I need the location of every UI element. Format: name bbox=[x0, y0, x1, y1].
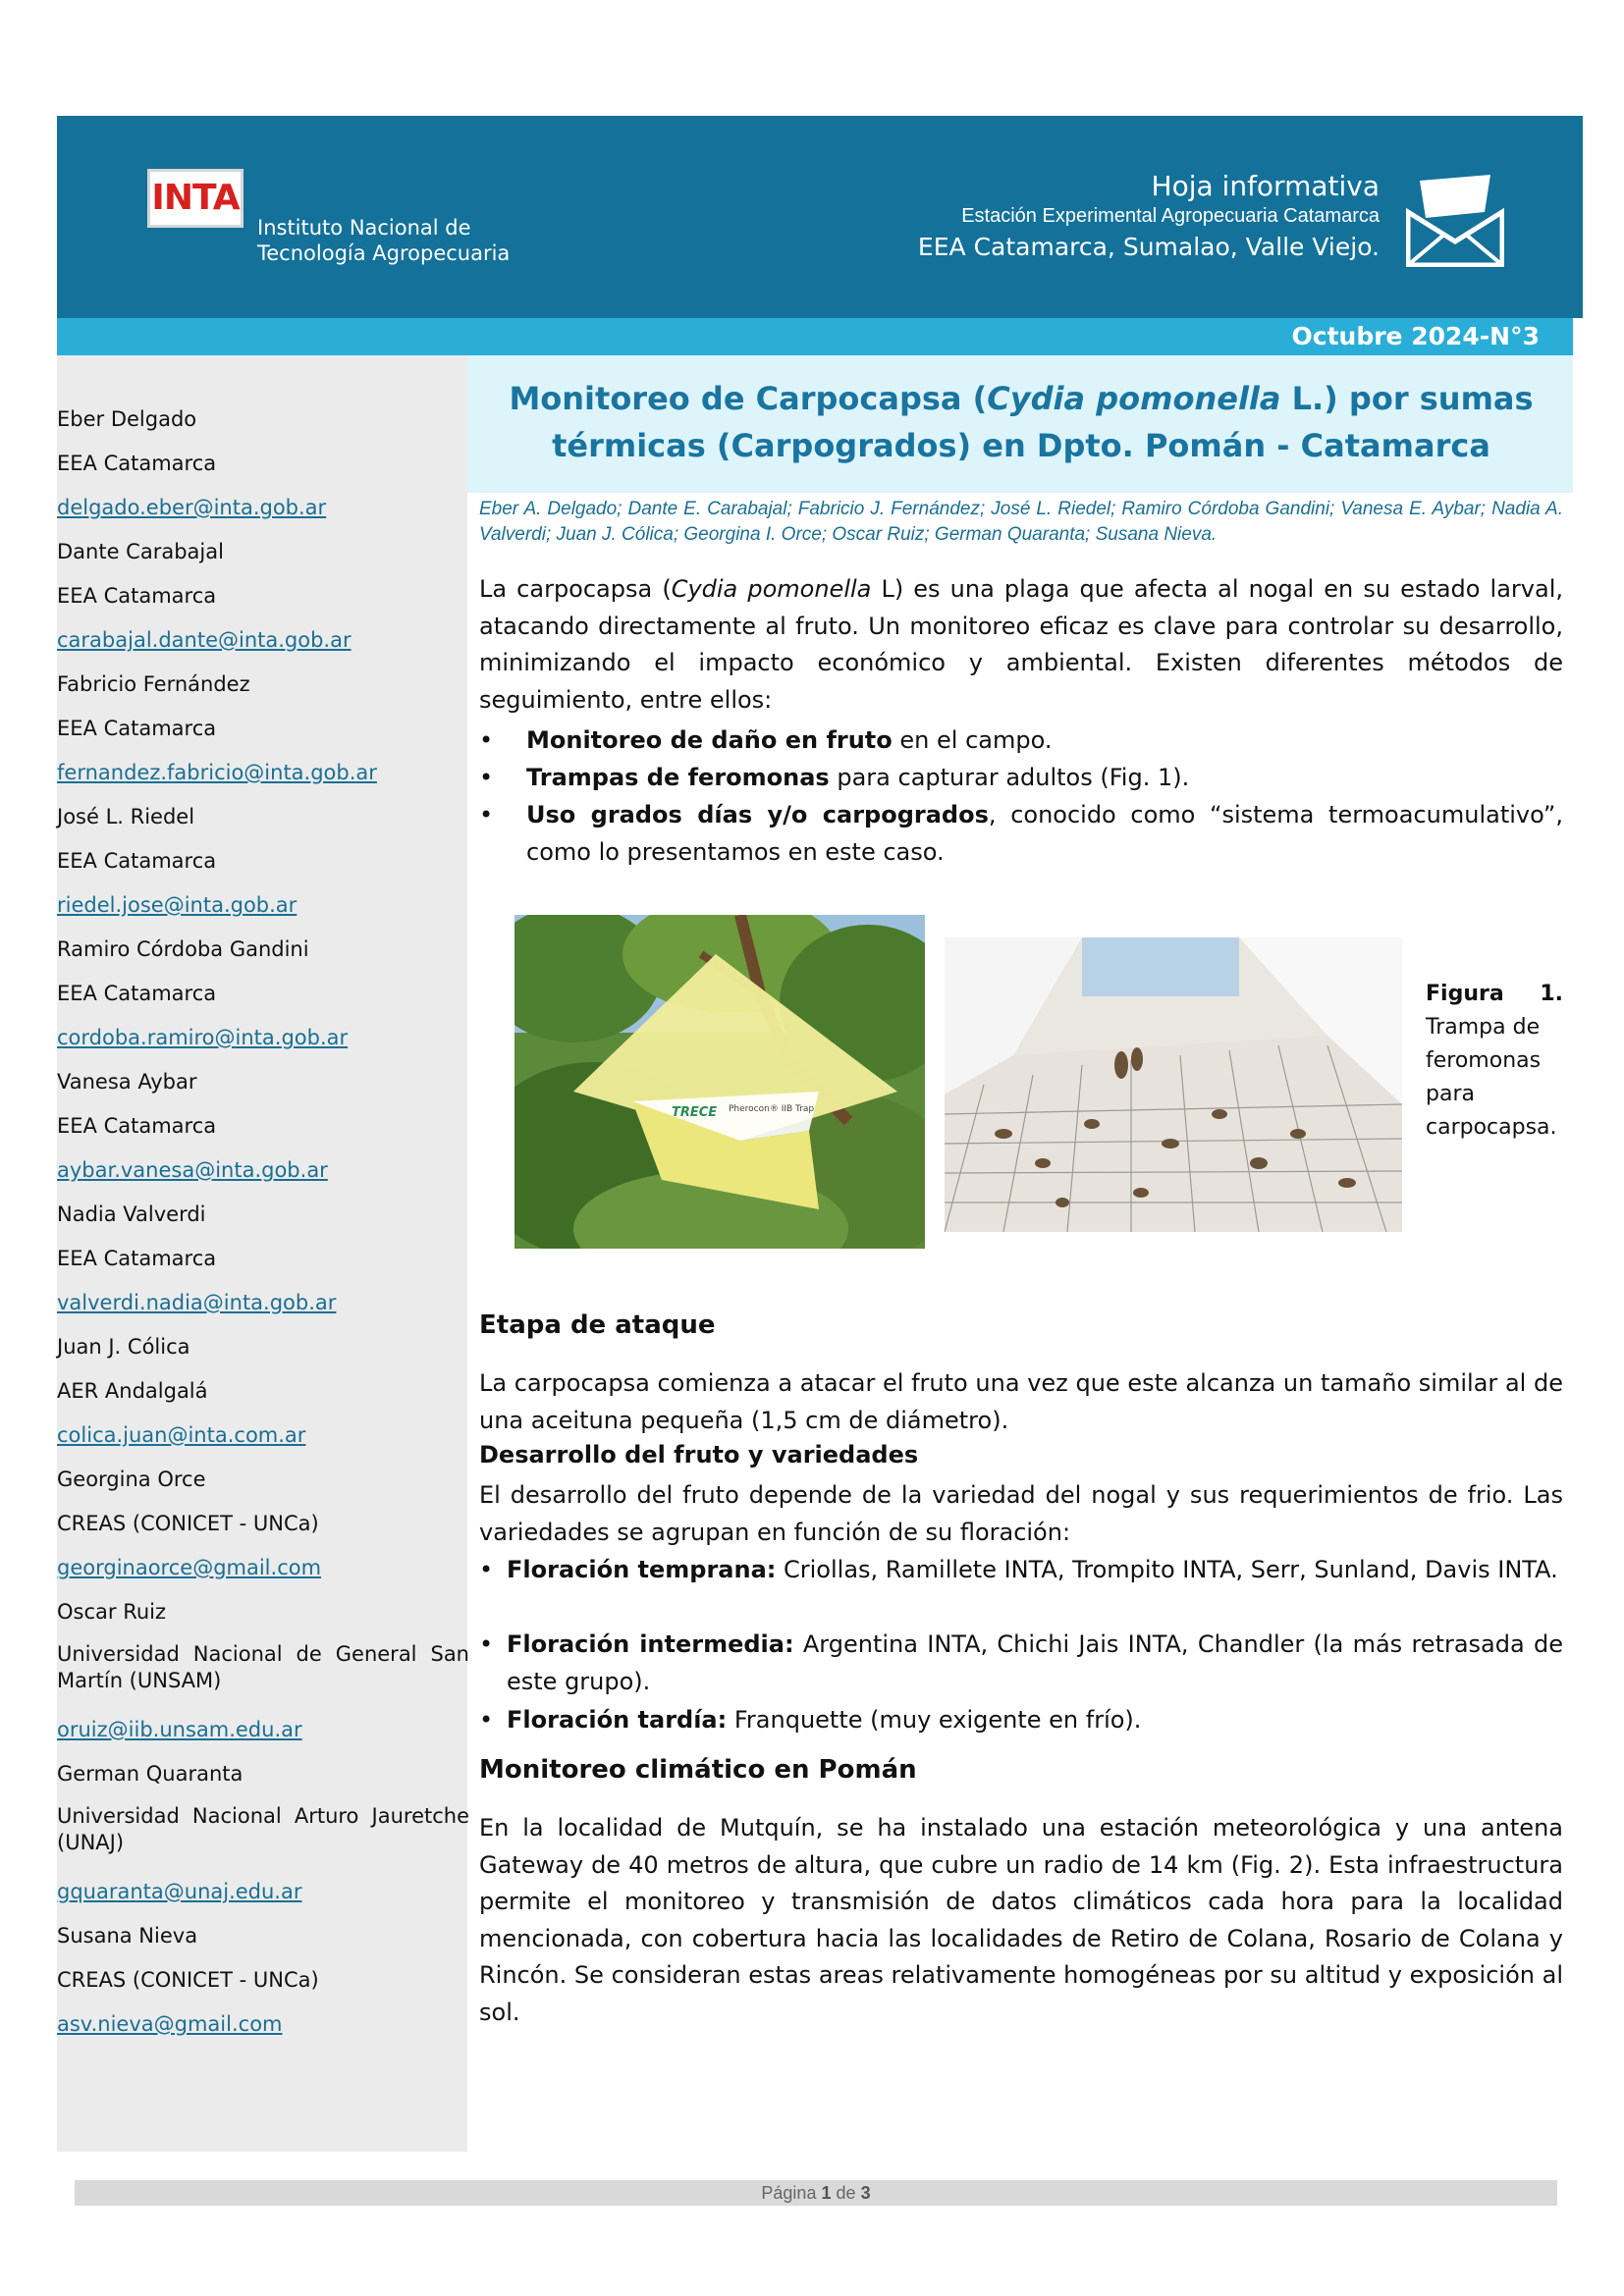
author-affiliation: AER Andalgalá bbox=[57, 1379, 208, 1403]
author-affiliation: EEA Catamarca bbox=[57, 1247, 217, 1270]
author-name: Susana Nieva bbox=[57, 1924, 198, 1948]
trap-photo-tree bbox=[514, 915, 925, 1249]
author-email-link[interactable]: delgado.eber@inta.gob.ar bbox=[57, 496, 327, 519]
author-email-row bbox=[57, 2009, 469, 2054]
bullet-icon: • bbox=[479, 1556, 494, 1583]
variety-rest: Argentina INTA, Chichi Jais INTA, Chandler (la más retrasada de este grupo). bbox=[507, 1630, 1563, 1695]
author-email-link[interactable]: carabajal.dante@inta.gob.ar bbox=[57, 628, 352, 652]
author-name: German Quaranta bbox=[57, 1762, 244, 1786]
inta-logo-text: INTA bbox=[151, 178, 240, 218]
method-item bbox=[479, 797, 1563, 871]
author-name: Oscar Ruiz bbox=[57, 1600, 167, 1624]
author-email-link[interactable]: colica.juan@inta.com.ar bbox=[57, 1423, 306, 1447]
intro-paragraph bbox=[479, 571, 1563, 719]
author-email-link[interactable]: cordoba.ramiro@inta.gob.ar bbox=[57, 1026, 349, 1049]
section-heading: Etapa de ataque bbox=[479, 1310, 716, 1340]
bullet-icon: • bbox=[479, 726, 494, 754]
author-name: Dante Carabajal bbox=[57, 540, 224, 563]
page-number bbox=[75, 2180, 1557, 2206]
trap-brand-label: TRECE bbox=[672, 1105, 718, 1120]
institution-line-1: Instituto Nacional de bbox=[257, 216, 471, 240]
section-paragraph: La carpocapsa comienza a atacar el fruto una vez que este alcanza un tamaño similar al de una aceituna pequeña (1,5 cm de diámetro). bbox=[479, 1369, 1563, 1434]
author-affiliation: EEA Catamarca bbox=[57, 717, 217, 740]
hoja-subtitle: Estación Experimental Agropecuaria Catamarca bbox=[961, 205, 1380, 227]
bullet-icon: • bbox=[479, 801, 494, 828]
author-email-row bbox=[57, 758, 469, 802]
author-name: Juan J. Cólica bbox=[57, 1335, 190, 1359]
author-affiliation: EEA Catamarca bbox=[57, 584, 217, 608]
author-email-row bbox=[57, 890, 469, 934]
title-part-1: Monitoreo de Carpocapsa ( bbox=[509, 380, 988, 417]
method-rest: , conocido como “sistema termoacumulativo”, como lo presentamos en este caso. bbox=[526, 801, 1563, 866]
variety-item bbox=[479, 1702, 1563, 1739]
section-subheading: Desarrollo del fruto y variedades bbox=[479, 1441, 919, 1468]
title-species: Cydia pomonella bbox=[987, 380, 1281, 417]
variety-item bbox=[479, 1627, 1563, 1700]
method-bold: Trampas de feromonas bbox=[526, 764, 830, 791]
method-rest: en el campo. bbox=[892, 726, 1053, 754]
author-name: Ramiro Córdoba Gandini bbox=[57, 937, 309, 961]
bullet-icon: • bbox=[479, 764, 494, 791]
trap-photo-interior bbox=[945, 937, 1402, 1232]
variety-rest: Criollas, Ramillete INTA, Trompito INTA, Serr, Sunland, Davis INTA. bbox=[776, 1556, 1558, 1583]
author-name: José L. Riedel bbox=[57, 805, 195, 828]
author-email-link[interactable]: fernandez.fabricio@inta.gob.ar bbox=[57, 761, 377, 784]
author-list bbox=[57, 404, 469, 2054]
variety-rest: Franquette (muy exigente en frío). bbox=[727, 1706, 1142, 1734]
author-email-row bbox=[57, 1553, 469, 1597]
issue-date: Octubre 2024-N°3 bbox=[1291, 322, 1540, 350]
envelope-icon bbox=[1406, 173, 1504, 267]
author-email-link[interactable]: valverdi.nadia@inta.gob.ar bbox=[57, 1291, 337, 1314]
intro-species: Cydia pomonella bbox=[671, 575, 872, 603]
method-bold: Uso grados días y/o carpogrados bbox=[526, 801, 989, 828]
method-rest: para capturar adultos (Fig. 1). bbox=[829, 764, 1190, 791]
author-email-link[interactable]: riedel.jose@inta.gob.ar bbox=[57, 893, 298, 917]
author-email-row bbox=[57, 1023, 469, 1067]
institution-line-2: Tecnología Agropecuaria bbox=[257, 241, 511, 265]
author-email-link[interactable]: gquaranta@unaj.edu.ar bbox=[57, 1880, 302, 1903]
page-of-word: de bbox=[836, 2183, 856, 2203]
figure-caption-text: Trampa de feromonas para carpocapsa. bbox=[1426, 1015, 1557, 1140]
author-email-row bbox=[57, 1715, 469, 1759]
section-paragraph: En la localidad de Mutquín, se ha instalado una estación meteorológica y una antena Gateway de 40 metros de altura, que cubre un radio de 14 km (Fig. 2). Esta infraestructura permite el monitoreo y transmisión de datos climáticos cada hora para la localidad mencionada, con cobertura hacia las localidades de Retiro de Colana, Rosario de Colana y Rincón. Se consideran estas areas relativamente homogéneas por su altitud y exposición al sol. bbox=[479, 1814, 1563, 2026]
bullet-icon: • bbox=[479, 1630, 494, 1658]
author-email-link[interactable]: oruiz@iib.unsam.edu.ar bbox=[57, 1718, 302, 1741]
author-name: Nadia Valverdi bbox=[57, 1202, 206, 1226]
method-item bbox=[479, 760, 1563, 797]
author-email-row bbox=[57, 625, 469, 669]
page-word: Página bbox=[761, 2183, 817, 2203]
hoja-title: Hoja informativa bbox=[1151, 170, 1380, 202]
author-affiliation: EEA Catamarca bbox=[57, 849, 217, 873]
author-name: Georgina Orce bbox=[57, 1468, 206, 1491]
author-affiliation: EEA Catamarca bbox=[57, 1114, 217, 1138]
title-part-2: L.) por sumas térmicas (Carpogrados) en Dpto. Pomán - Catamarca bbox=[552, 380, 1534, 464]
page-current: 1 bbox=[821, 2183, 832, 2203]
variety-item bbox=[479, 1552, 1563, 1589]
author-email-link[interactable]: asv.nieva@gmail.com bbox=[57, 2012, 283, 2036]
variety-bold: Floración intermedia: bbox=[507, 1630, 794, 1658]
author-email-row bbox=[57, 1155, 469, 1200]
section-paragraph: El desarrollo del fruto depende de la variedad del nogal y sus requerimientos de frio. Las variedades se agrupan en función de su floración: bbox=[479, 1481, 1563, 1546]
author-affiliation: Universidad Nacional Arturo Jauretche (UNAJ) bbox=[57, 1804, 469, 1854]
author-affiliation: CREAS (CONICET - UNCa) bbox=[57, 1512, 319, 1535]
author-email-row bbox=[57, 1877, 469, 1921]
author-byline: Eber A. Delgado; Dante E. Carabajal; Fabricio J. Fernández; José L. Riedel; Ramiro Córdoba Gandini; Vanesa E. Aybar; Nadia A. Valverdi; Juan J. Cólica; Georgina I. Orce; Oscar Ruiz; German Quaranta; Susana Nieva. bbox=[479, 499, 1563, 545]
author-name: Eber Delgado bbox=[57, 407, 197, 431]
author-affiliation: Universidad Nacional de General San Martín (UNSAM) bbox=[57, 1642, 469, 1692]
author-email-link[interactable]: georginaorce@gmail.com bbox=[57, 1556, 322, 1579]
author-affiliation: EEA Catamarca bbox=[57, 452, 217, 475]
variety-bold: Floración temprana: bbox=[507, 1556, 777, 1583]
section-heading: Monitoreo climático en Pomán bbox=[479, 1755, 917, 1785]
inta-logo bbox=[147, 169, 244, 228]
author-email-link[interactable]: aybar.vanesa@inta.gob.ar bbox=[57, 1158, 328, 1182]
trap-model-label: Pherocon® IIB Trap bbox=[729, 1104, 815, 1114]
author-email-row bbox=[57, 1420, 469, 1465]
figure-caption bbox=[1426, 978, 1563, 1145]
variety-bold: Floración tardía: bbox=[507, 1706, 728, 1734]
author-email-row bbox=[57, 1288, 469, 1332]
article-title bbox=[491, 375, 1551, 469]
method-item bbox=[479, 722, 1563, 760]
bullet-icon: • bbox=[479, 1706, 494, 1734]
intro-part-b: L) es una plaga que afecta al nogal en su estado larval, atacando directamente al fruto. Un monitoreo eficaz es clave para controlar su desarrollo, minimizando el impacto económico y ambiental. Existen diferentes métodos de seguimiento, entre ellos: bbox=[479, 575, 1564, 714]
intro-part-a: La carpocapsa ( bbox=[479, 575, 672, 603]
hoja-location: EEA Catamarca, Sumalao, Valle Viejo. bbox=[917, 233, 1380, 261]
method-bold: Monitoreo de daño en fruto bbox=[526, 726, 893, 754]
author-email-row bbox=[57, 493, 469, 537]
author-affiliation: EEA Catamarca bbox=[57, 982, 217, 1005]
figure-label: Figura 1. bbox=[1426, 982, 1563, 1006]
author-name: Fabricio Fernández bbox=[57, 672, 250, 696]
author-name: Vanesa Aybar bbox=[57, 1070, 197, 1094]
page-total: 3 bbox=[860, 2183, 871, 2203]
institution-name bbox=[257, 215, 552, 266]
author-affiliation: CREAS (CONICET - UNCa) bbox=[57, 1968, 319, 1992]
